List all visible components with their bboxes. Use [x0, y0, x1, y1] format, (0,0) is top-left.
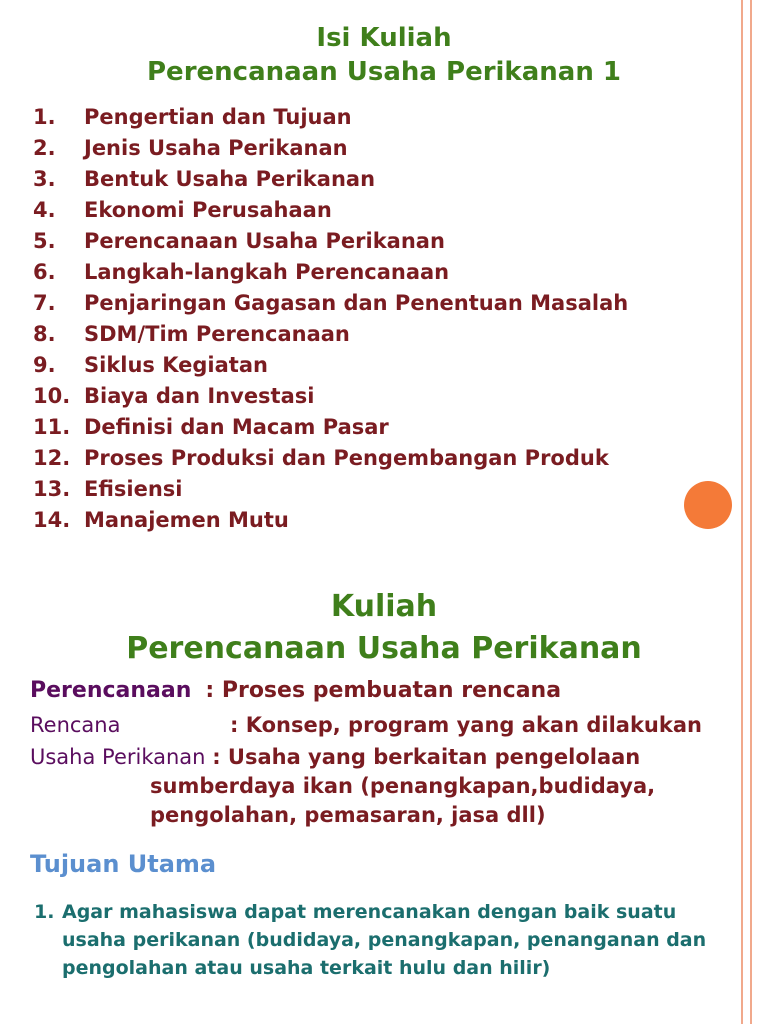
term-perencanaan: Perencanaan	[30, 678, 192, 703]
slide2-title-line2: Perencanaan Usaha Perikanan	[126, 631, 642, 666]
desc-usaha-perikanan: : Usaha yang berkaitan pengelolaan	[212, 745, 641, 769]
list-item: 3. Bentuk Usaha Perikanan	[33, 166, 376, 191]
list-item: 14. Manajemen Mutu	[33, 507, 289, 532]
list-item: 9. Siklus Kegiatan	[33, 352, 268, 377]
list-item: 8. SDM/Tim Perencanaan	[33, 321, 350, 346]
definition-perencanaan	[30, 678, 758, 703]
slide1-title-line1: Isi Kuliah	[316, 23, 452, 53]
goal-list	[34, 898, 724, 982]
subheading-tujuan: Tujuan Utama	[30, 850, 217, 878]
topic-list	[0, 101, 768, 535]
slide2-title-line1: Kuliah	[330, 589, 438, 624]
term-usaha-perikanan: Usaha Perikanan	[30, 745, 206, 769]
desc-perencanaan: : Proses pembuatan rencana	[205, 678, 562, 703]
list-item: 6. Langkah-langkah Perencanaan	[33, 259, 450, 284]
list-item: 13. Efisiensi	[33, 476, 183, 501]
slide1-title	[0, 0, 768, 89]
slide2-title	[0, 578, 768, 670]
list-item: 1. Pengertian dan Tujuan	[33, 104, 352, 129]
list-item: 4. Ekonomi Perusahaan	[33, 197, 332, 222]
slide1-title-line2: Perencanaan Usaha Perikanan 1	[147, 57, 621, 87]
list-item: 11. Definisi dan Macam Pasar	[33, 414, 389, 439]
list-item: 10. Biaya dan Investasi	[33, 383, 315, 408]
desc-rencana: : Konsep, program yang akan dilakukan	[230, 713, 702, 737]
list-item: 12. Proses Produksi dan Pengembangan Produk	[33, 445, 609, 470]
list-item: 5. Perencanaan Usaha Perikanan	[33, 228, 445, 253]
desc-usaha-perikanan-line3: pengolahan, pemasaran, jasa dll)	[150, 803, 546, 827]
definition-usaha-perikanan	[30, 743, 758, 772]
list-item: 1. Agar mahasiswa dapat merencanakan dengan baik suatu usaha perikanan (budidaya, penangkapan, penanganan dan pengolahan atau usaha terkait hulu dan hilir)	[34, 901, 707, 979]
desc-usaha-perikanan-line2: sumberdaya ikan (penangkapan,budidaya,	[150, 774, 656, 798]
definition-rencana	[30, 713, 758, 737]
slide-definitions	[0, 578, 768, 1024]
list-item: 2. Jenis Usaha Perikanan	[33, 135, 348, 160]
list-item: 7. Penjaringan Gagasan dan Penentuan Masalah	[33, 290, 629, 315]
orange-circle-decoration	[684, 481, 732, 529]
term-rencana: Rencana	[30, 713, 121, 737]
